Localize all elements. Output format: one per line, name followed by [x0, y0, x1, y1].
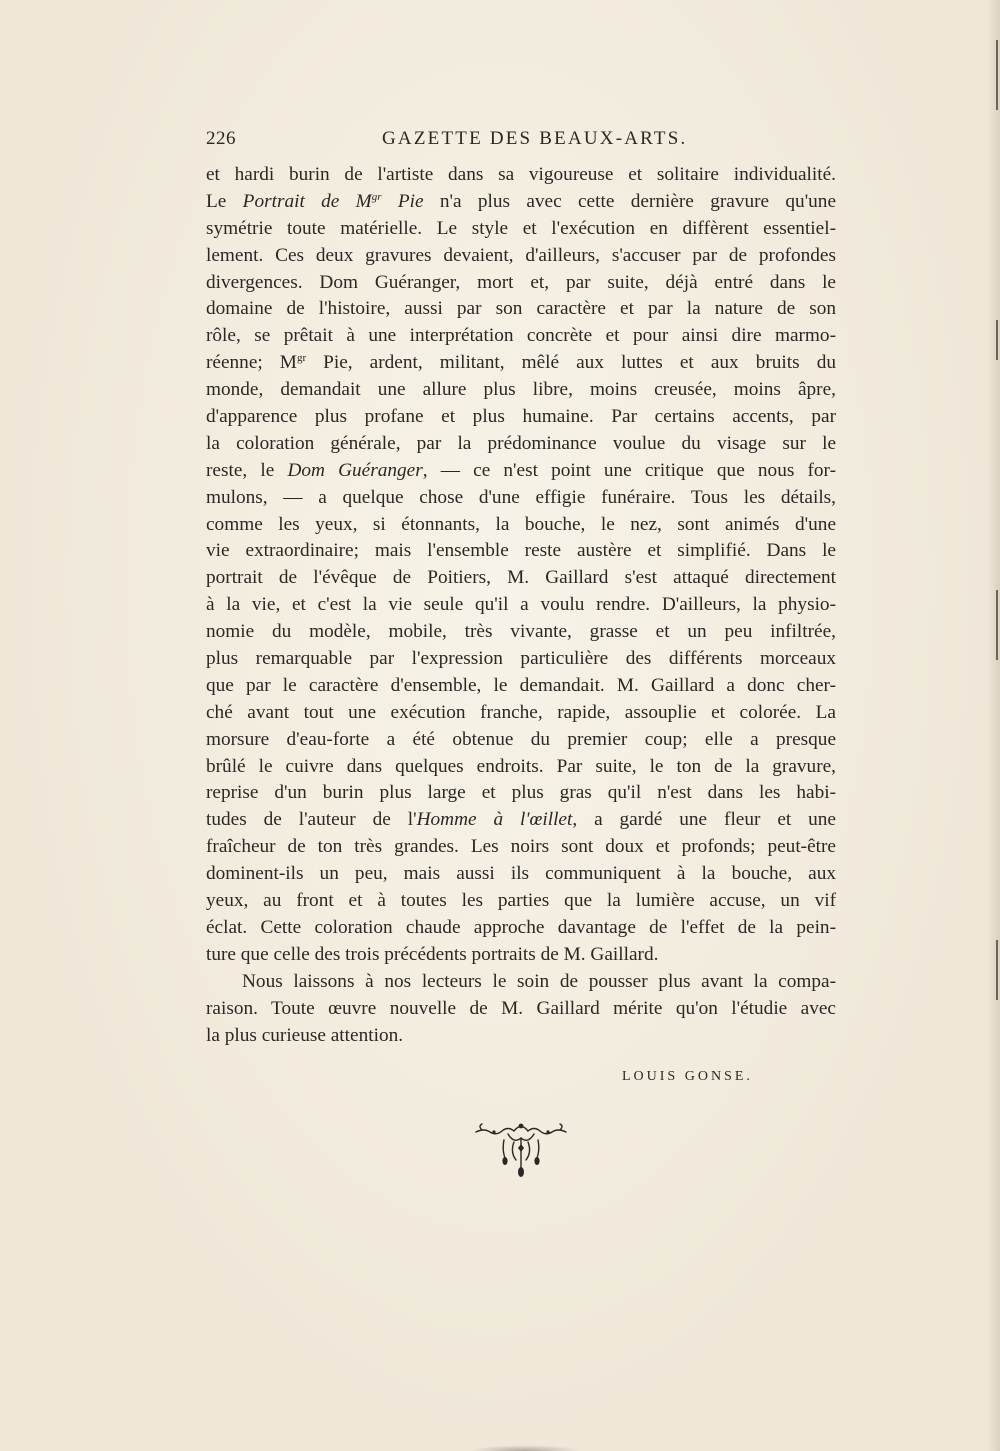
text-line: brûlé le cuivre dans quelques endroits. Par suite, le ton de la gravure, — [206, 755, 836, 777]
text-line: reprise d'un burin plus large et plus gras qu'il n'est dans les habi- — [206, 782, 836, 804]
text-line: d'apparence plus profane et plus humaine. Par certains accents, par — [206, 406, 836, 428]
article-body — [206, 162, 836, 1049]
text-line: reste, le Dom Guéranger, — ce n'est point une critique que nous for- — [206, 459, 836, 481]
text-line: à la vie, et c'est la vie seule qu'il a voulu rendre. D'ailleurs, la physio- — [206, 594, 836, 616]
text-line: yeux, au front et à toutes les parties que la lumière accuse, un vif — [206, 890, 836, 912]
text-line: comme les yeux, si étonnants, la bouche, le nez, sont animés d'une — [206, 513, 836, 535]
journal-title: GAZETTE DES BEAUX-ARTS. — [382, 128, 688, 149]
text-line: éclat. Cette coloration chaude approche davantage de l'effet de la pein- — [206, 916, 836, 938]
text-line: lement. Ces deux gravures devaient, d'ailleurs, s'accuser par de profondes — [206, 244, 836, 266]
text-line: ché avant tout une exécution franche, rapide, assouplie et colorée. La — [206, 701, 836, 723]
text-line: domaine de l'histoire, aussi par son caractère et par la nature de son — [206, 298, 836, 320]
author-signature: LOUIS GONSE. — [622, 1069, 753, 1084]
text-line: Nous laissons à nos lecteurs le soin de pousser plus avant la compa- — [242, 970, 836, 992]
text-line: la coloration générale, par la prédominance voulue du visage sur le — [206, 432, 836, 454]
text-line: que par le caractère d'ensemble, le demandait. M. Gaillard a donc cher- — [206, 674, 836, 696]
text-line: et hardi burin de l'artiste dans sa vigoureuse et solitaire individualité. — [206, 164, 836, 185]
page-edge-mark — [996, 320, 998, 360]
text-line: rôle, se prêtait à une interprétation concrète et pour ainsi dire marmo- — [206, 325, 836, 347]
text-line: la plus curieuse attention. — [206, 1024, 404, 1046]
page-edge-mark — [996, 940, 998, 1000]
binding-shadow — [470, 1445, 580, 1451]
text-line: dominent-ils un peu, mais aussi ils communiquent à la bouche, aux — [206, 863, 836, 885]
running-head — [206, 128, 836, 152]
text-line: mulons, — a quelque chose d'une effigie funéraire. Tous les détails, — [206, 486, 836, 508]
text-line: ture que celle des trois précédents portraits de M. Gaillard. — [206, 943, 659, 965]
text-line: raison. Toute œuvre nouvelle de M. Gaillard mérite qu'on l'étudie avec — [206, 997, 836, 1019]
text-line: vie extraordinaire; mais l'ensemble reste austère et simplifié. Dans le — [206, 540, 836, 562]
text-line: nomie du modèle, mobile, très vivante, grasse et un peu infiltrée, — [206, 621, 836, 643]
text-line: réenne; $M^{gr}$ Pie, ardent, militant, mêlé aux luttes et aux bruits du — [206, 352, 836, 374]
text-line: plus remarquable par l'expression particulière des différents morceaux — [206, 648, 836, 670]
text-line: morsure d'eau-forte a été obtenue du premier coup; elle a presque — [206, 728, 836, 750]
tailpiece-ornament-icon — [474, 1118, 568, 1180]
text-line: Le Portrait de $M^{gr}$ Pie n'a plus avec cette dernière gravure qu'une — [206, 190, 836, 212]
page-edge-mark — [996, 590, 998, 660]
text-line: fraîcheur de ton très grandes. Les noirs sont doux et profonds; peut-être — [206, 836, 836, 858]
page-edge-mark — [996, 40, 998, 110]
text-line: divergences. Dom Guéranger, mort et, par suite, déjà entré dans le — [206, 271, 836, 293]
text-line: portrait de l'évêque de Poitiers, M. Gaillard s'est attaqué directement — [206, 567, 836, 589]
page-number: 226 — [206, 128, 236, 149]
text-line: symétrie toute matérielle. Le style et l'exécution en diffèrent essentiel- — [206, 217, 836, 239]
text-line: tudes de l'auteur de l'Homme à l'œillet, a gardé une fleur et une — [206, 809, 836, 831]
text-line: monde, demandait une allure plus libre, moins creusée, moins âpre, — [206, 379, 836, 401]
page-edge-shadow — [986, 0, 1000, 1451]
